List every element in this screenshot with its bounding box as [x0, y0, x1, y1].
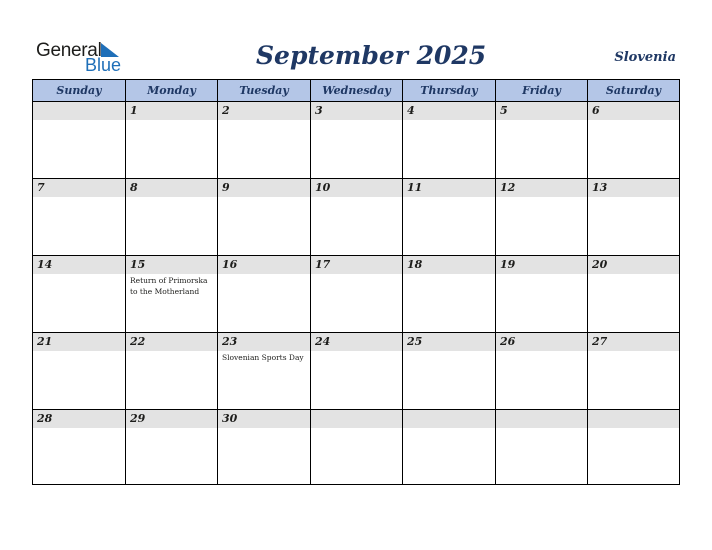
day-number: 5 [500, 104, 508, 117]
day-cell-empty [311, 410, 403, 485]
day-cell-28 [33, 410, 126, 485]
calendar-grid [32, 79, 680, 485]
weekday-header-saturday: Saturday [605, 84, 662, 97]
day-number: 25 [407, 335, 423, 348]
day-number: 10 [315, 181, 331, 194]
day-cell-22 [126, 333, 218, 409]
date-bar [496, 410, 587, 428]
day-number: 9 [222, 181, 230, 194]
day-cell-23 [218, 333, 311, 409]
day-cell-empty [33, 102, 126, 178]
day-cell-24 [311, 333, 403, 409]
holiday-label: Slovenian Sports Day [222, 353, 304, 362]
generalblue-logo [36, 40, 126, 74]
day-cell-2 [218, 102, 311, 178]
day-cell-21 [33, 333, 126, 409]
date-bar [126, 102, 217, 120]
date-bar [218, 179, 310, 197]
date-bar [588, 410, 679, 428]
day-number: 29 [130, 412, 146, 425]
weekday-header-monday: Monday [126, 80, 218, 101]
day-number: 4 [407, 104, 415, 117]
date-bar [496, 102, 587, 120]
day-cell-8 [126, 179, 218, 255]
date-bar [33, 179, 125, 197]
day-number: 14 [37, 258, 53, 271]
day-cell-3 [311, 102, 403, 178]
week-row [33, 179, 679, 256]
day-cell-12 [496, 179, 588, 255]
day-number: 17 [315, 258, 331, 271]
day-number: 8 [130, 181, 138, 194]
weekday-header-tuesday: Tuesday [218, 80, 311, 101]
day-number: 1 [130, 104, 138, 117]
logo-general-text: General [36, 40, 102, 61]
day-number: 6 [592, 104, 600, 117]
day-number: 20 [592, 258, 608, 271]
date-bar [126, 179, 217, 197]
day-cell-6 [588, 102, 679, 178]
day-number: 2 [222, 104, 230, 117]
day-number: 27 [592, 335, 608, 348]
day-cell-13 [588, 179, 679, 255]
weekday-header-thursday: Thursday [403, 80, 496, 101]
day-cell-15 [126, 256, 218, 332]
weekday-header-sunday: Sunday [33, 80, 126, 101]
day-cell-14 [33, 256, 126, 332]
week-row [33, 333, 679, 410]
day-number: 13 [592, 181, 608, 194]
day-number: 21 [37, 335, 53, 348]
day-number: 11 [407, 181, 423, 194]
date-bar [588, 102, 679, 120]
day-number: 30 [222, 412, 238, 425]
date-bar [403, 410, 495, 428]
day-cell-17 [311, 256, 403, 332]
day-cell-1 [126, 102, 218, 178]
date-bar [218, 102, 310, 120]
day-cell-4 [403, 102, 496, 178]
day-cell-20 [588, 256, 679, 332]
week-row [33, 410, 679, 485]
day-cell-11 [403, 179, 496, 255]
day-number: 16 [222, 258, 238, 271]
day-number: 24 [315, 335, 331, 348]
date-bar [403, 102, 495, 120]
day-number: 15 [130, 258, 146, 271]
calendar-title: September 2025 [256, 41, 487, 70]
day-cell-10 [311, 179, 403, 255]
date-bar [311, 102, 402, 120]
day-number: 19 [500, 258, 516, 271]
day-cell-16 [218, 256, 311, 332]
weekday-header-row [33, 80, 679, 102]
day-cell-27 [588, 333, 679, 409]
day-cell-19 [496, 256, 588, 332]
week-row [33, 256, 679, 333]
logo-blue-text: Blue [85, 55, 122, 75]
day-cell-empty [496, 410, 588, 485]
day-cell-5 [496, 102, 588, 178]
day-number: 7 [37, 181, 45, 194]
date-bar [311, 410, 402, 428]
day-cell-18 [403, 256, 496, 332]
day-cell-empty [588, 410, 679, 485]
day-number: 3 [315, 104, 323, 117]
day-number: 18 [407, 258, 423, 271]
weekday-header-friday: Friday [496, 80, 588, 101]
day-cell-29 [126, 410, 218, 485]
day-number: 12 [500, 181, 516, 194]
week-row [33, 102, 679, 179]
day-number: 22 [130, 335, 146, 348]
day-number: 26 [500, 335, 516, 348]
day-cell-empty [403, 410, 496, 485]
day-cell-26 [496, 333, 588, 409]
day-number: 28 [37, 412, 53, 425]
day-cell-9 [218, 179, 311, 255]
country-label: Slovenia [614, 50, 676, 65]
day-cell-7 [33, 179, 126, 255]
weekday-header-wednesday: Wednesday [311, 80, 403, 101]
day-cell-25 [403, 333, 496, 409]
date-bar [33, 102, 125, 120]
day-number: 23 [222, 335, 238, 348]
day-cell-30 [218, 410, 311, 485]
holiday-label: Return of Primorska to the Motherland [130, 276, 208, 296]
